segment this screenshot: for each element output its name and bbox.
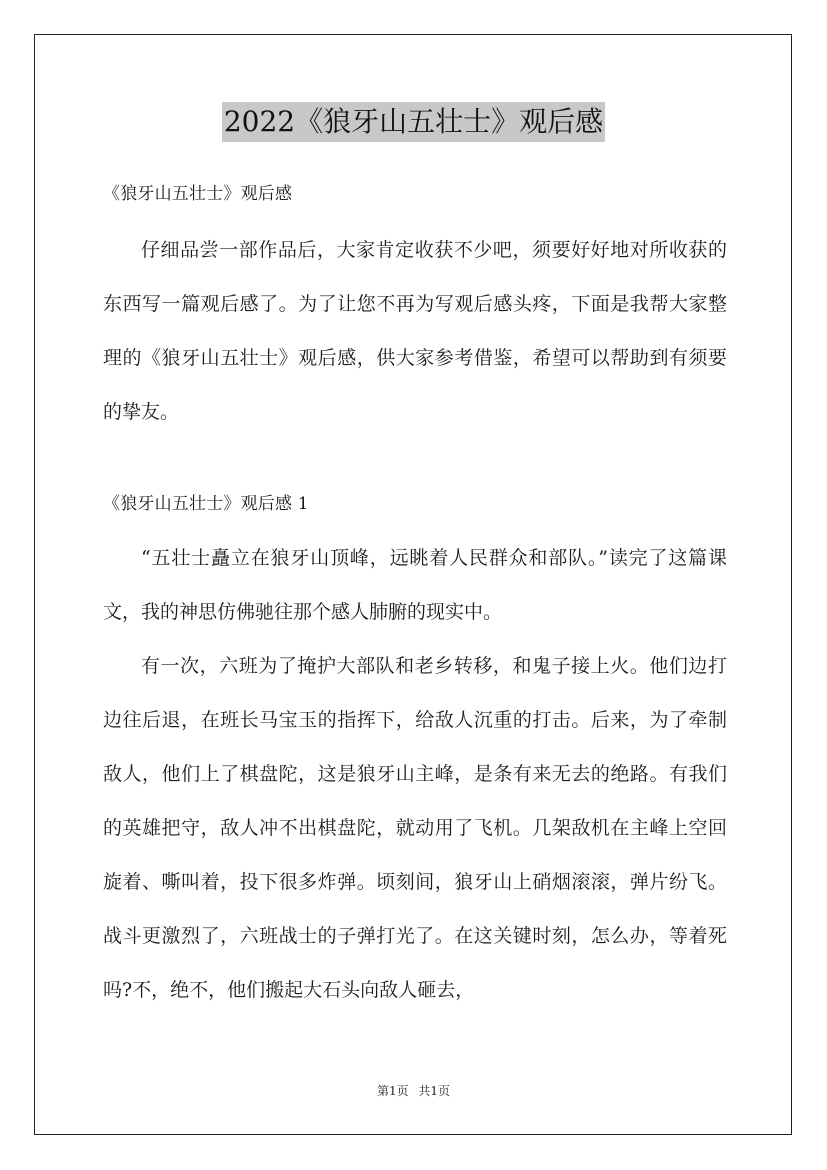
title-container (0, 102, 827, 142)
intro-paragraph: 仔细品尝一部作品后，大家肯定收获不少吧，须要好好地对所收获的东西写一篇观后感了。为了让您不再为写观后感头疼，下面是我帮大家整理的《狼牙山五壮士》观后感，供大家参考借鉴，希望可以帮助到有须要的挚友。 (103, 239, 727, 423)
page-number: 第1页 (376, 1084, 409, 1098)
page-footer (0, 1082, 827, 1099)
page-total: 共1页 (418, 1084, 451, 1098)
subtitle-heading: 《狼牙山五壮士》观后感 (103, 184, 293, 204)
section-paragraph-2: 有一次，六班为了掩护大部队和老乡转移，和鬼子接上火。他们边打边往后退，在班长马宝玉的指挥下，给敌人沉重的打击。后来，为了牵制敌人，他们上了棋盘陀，这是狼牙山主峰，是条有来无去的绝路。有我们的英雄把守，敌人冲不出棋盘陀，就动用了飞机。几架敌机在主峰上空回旋着、嘶叫着，投下很多炸弹。顷刻间，狼牙山上硝烟滚滚，弹片纷飞。战斗更激烈了，六班战士的子弹打光了。在这关键时刻，怎么办，等着死吗?不，绝不，他们搬起大石头向敌人砸去， (103, 655, 727, 1001)
document-body (103, 173, 727, 1017)
document-title: 2022《狼牙山五壮士》观后感 (222, 102, 605, 142)
section-heading: 《狼牙山五壮士》观后感 1 (103, 494, 309, 514)
section-paragraph-1: “五壮士矗立在狼牙山顶峰，远眺着人民群众和部队。”读完了这篇课文，我的神思仿佛驰往那个感人肺腑的现实中。 (103, 547, 727, 623)
